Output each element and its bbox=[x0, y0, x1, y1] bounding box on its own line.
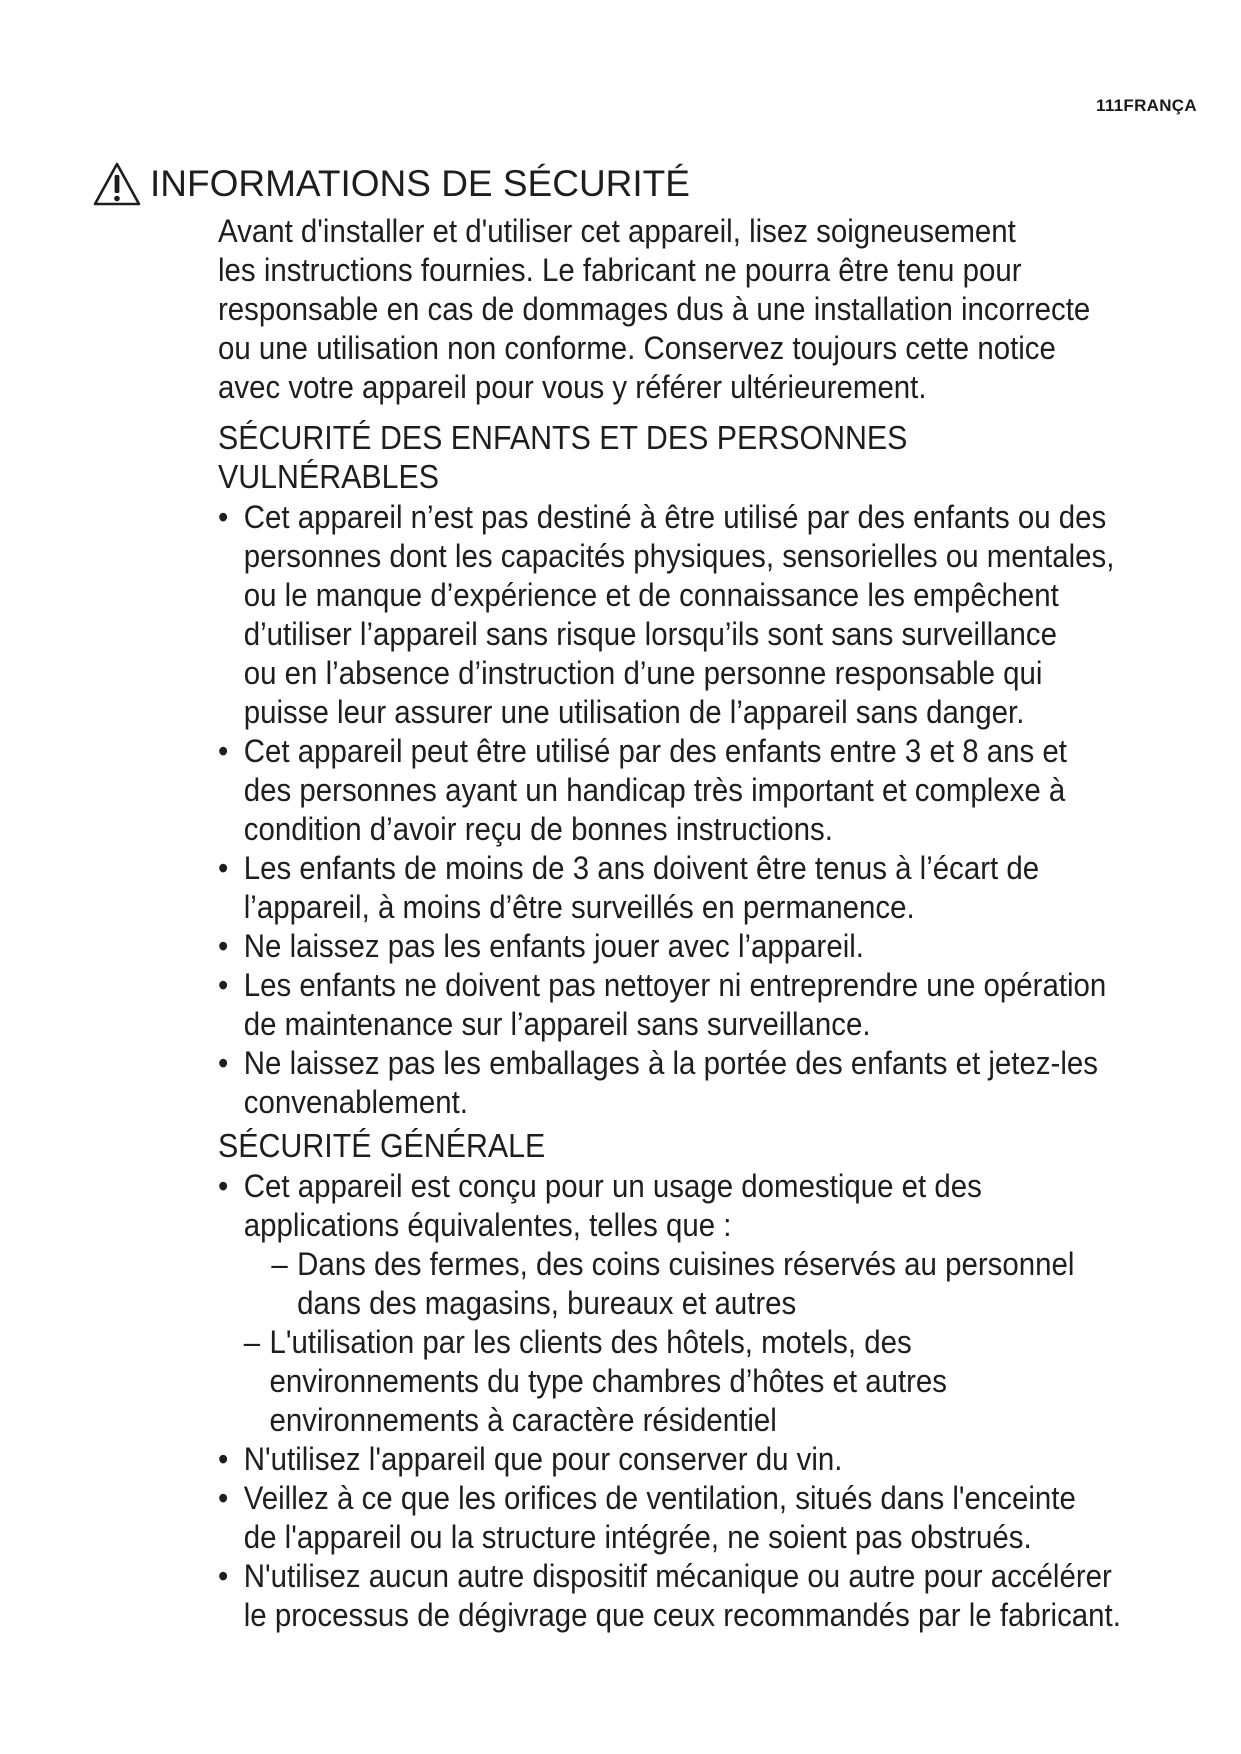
intro-line: responsable en cas de dommages dus à une installation incorrecte bbox=[218, 291, 1091, 327]
list-line: L'utilisation par les clients des hôtels, motels, des bbox=[269, 1324, 912, 1360]
children-safety-heading bbox=[218, 418, 1064, 496]
list-line: ou en l’absence d’instruction d’une personne responsable qui bbox=[243, 655, 1043, 691]
list-line: environnements du type chambres d’hôtes et autres bbox=[269, 1363, 948, 1399]
list-line: • Ne laissez pas les emballages à la portée des enfants et jetez-les bbox=[243, 1045, 1098, 1081]
dash-marker: – bbox=[243, 1324, 261, 1360]
list-line: dans des magasins, bureaux et autres bbox=[297, 1285, 797, 1321]
list-line: puisse leur assurer une utilisation de l’appareil sans danger. bbox=[243, 694, 1025, 730]
list-line: Dans des fermes, des coins cuisines réservés au personnel bbox=[297, 1246, 1075, 1282]
list-line: • N'utilisez aucun autre dispositif mécanique ou autre pour accélérer bbox=[243, 1558, 1112, 1594]
list-line: • Les enfants ne doivent pas nettoyer ni entreprendre une opération bbox=[243, 967, 1107, 1003]
intro-line: ou une utilisation non conforme. Conservez toujours cette notice bbox=[218, 330, 1056, 366]
list-line: ou le manque d’expérience et de connaissance les empêchent bbox=[243, 577, 1059, 613]
list-line: • Cet appareil peut être utilisé par des enfants entre 3 et 8 ans et bbox=[243, 733, 1067, 769]
list-item bbox=[218, 732, 1067, 849]
section-title-text: INFORMATIONS DE SÉCURITÉ bbox=[150, 163, 690, 204]
sub-list-item bbox=[271, 1245, 1075, 1323]
heading-line: VULNÉRABLES bbox=[218, 458, 440, 495]
list-item bbox=[218, 1044, 1098, 1122]
heading-line: SÉCURITÉ DES ENFANTS ET DES PERSONNES bbox=[218, 419, 908, 456]
intro-line: les instructions fournies. Le fabricant ne pourra être tenu pour bbox=[218, 252, 1022, 288]
page-header: 111FRANÇA bbox=[1096, 96, 1197, 115]
list-line: condition d’avoir reçu de bonnes instructions. bbox=[243, 811, 833, 847]
list-item bbox=[218, 927, 1064, 966]
heading-line: SÉCURITÉ GÉNÉRALE bbox=[218, 1127, 546, 1164]
list-line: d’utiliser l’appareil sans risque lorsqu’ils sont sans surveillance bbox=[243, 616, 1058, 652]
list-line: • Cet appareil n’est pas destiné à être utilisé par des enfants ou des bbox=[243, 499, 1107, 535]
children-safety-list bbox=[218, 498, 1115, 1122]
list-line: des personnes ayant un handicap très important et complexe à bbox=[243, 772, 1066, 808]
list-line: • Veillez à ce que les orifices de ventilation, situés dans l'enceinte bbox=[243, 1480, 1076, 1516]
warning-icon bbox=[92, 160, 142, 208]
sub-list-item bbox=[244, 1323, 1065, 1440]
list-line: • Les enfants de moins de 3 ans doivent être tenus à l’écart de bbox=[243, 850, 1040, 886]
list-item bbox=[218, 966, 1107, 1044]
list-item bbox=[218, 1479, 1076, 1557]
list-line: personnes dont les capacités physiques, sensorielles ou mentales, bbox=[243, 538, 1115, 574]
intro-line: avec votre appareil pour vous y référer ultérieurement. bbox=[218, 369, 927, 405]
general-safety-list bbox=[218, 1167, 1121, 1635]
list-item bbox=[218, 849, 1064, 927]
intro-paragraph bbox=[218, 212, 1091, 407]
list-item bbox=[218, 498, 1115, 732]
list-item bbox=[218, 1440, 1064, 1479]
list-line: • N'utilisez l'appareil que pour conserver du vin. bbox=[243, 1441, 843, 1477]
list-line: le processus de dégivrage que ceux recommandés par le fabricant. bbox=[243, 1597, 1121, 1633]
list-line: • Ne laissez pas les enfants jouer avec l’appareil. bbox=[243, 928, 864, 964]
list-line: de maintenance sur l’appareil sans surveillance. bbox=[243, 1006, 871, 1042]
dash-marker: – bbox=[271, 1246, 288, 1282]
list-item bbox=[218, 1167, 1075, 1440]
section-title bbox=[92, 160, 690, 208]
list-line: de l'appareil ou la structure intégrée, ne soient pas obstrués. bbox=[243, 1519, 1032, 1555]
list-line: environnements à caractère résidentiel bbox=[269, 1402, 777, 1438]
list-line: convenablement. bbox=[243, 1084, 468, 1120]
content bbox=[218, 212, 1121, 1635]
list-line: • Cet appareil est conçu pour un usage domestique et des bbox=[243, 1168, 982, 1204]
intro-line: Avant d'installer et d'utiliser cet appareil, lisez soigneusement bbox=[218, 213, 1016, 249]
list-item bbox=[218, 1557, 1121, 1635]
list-line: applications équivalentes, telles que : bbox=[243, 1207, 732, 1243]
list-line: l’appareil, à moins d’être surveillés en permanence. bbox=[243, 889, 915, 925]
general-safety-heading bbox=[218, 1126, 1064, 1165]
